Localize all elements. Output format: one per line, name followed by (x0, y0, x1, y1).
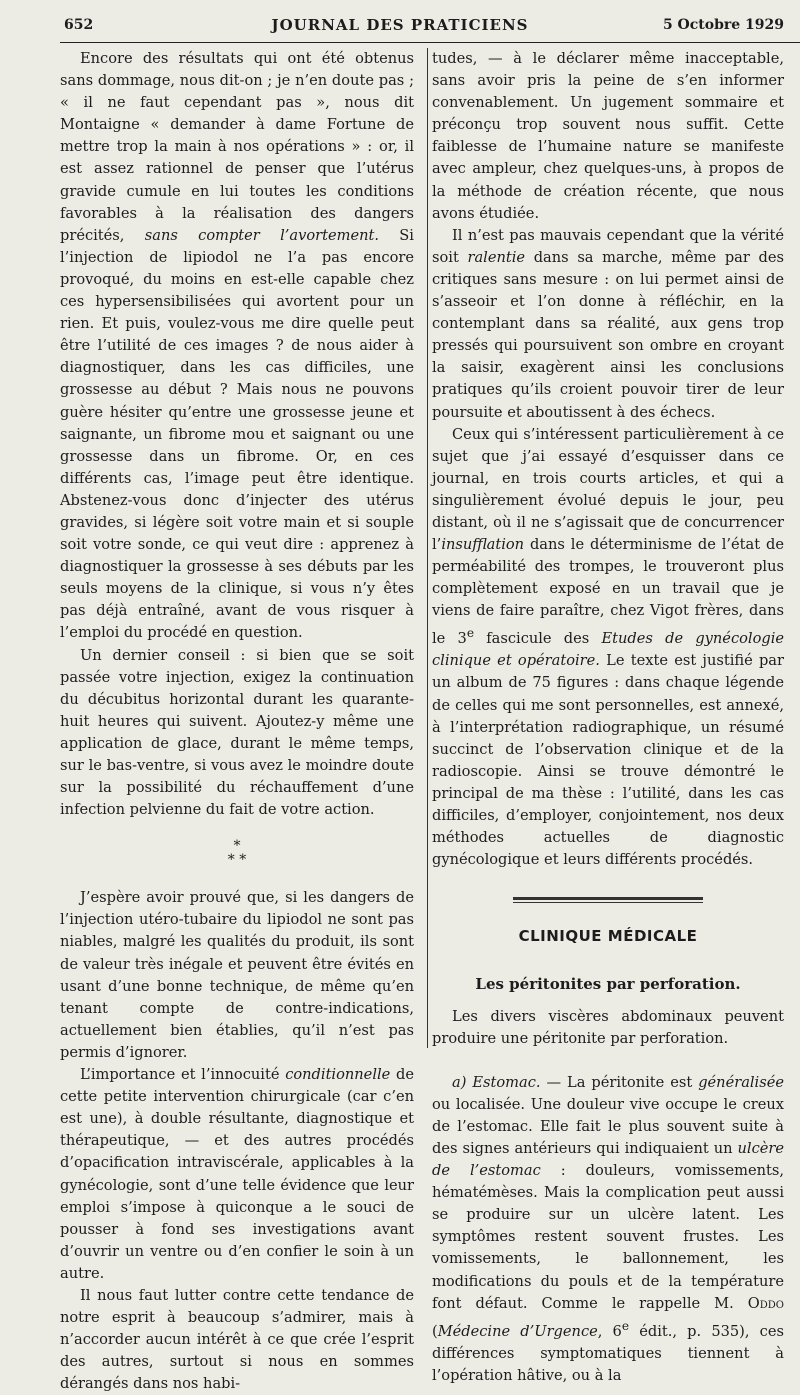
column-divider (427, 48, 428, 1048)
paragraph: Les divers viscères abdominaux peuvent produire une péritonite par perforation. (432, 1007, 784, 1047)
article-title: Les péritonites par perforation. (475, 975, 741, 994)
page-header (0, 0, 800, 44)
section-rule (513, 897, 703, 903)
paragraph: a) Estomac. — La péritonite est généralisée ou localisée. Une douleur vive occupe le creux de l’estomac. Elle fait le plus souvent suite à des signes antérieurs qui indiquaient un ulcère de l’estomac : douleurs, vomissements, hématémèses. Mais la complication peut aussi se produire sur un ulcère latent. Les symptômes restent souvent frustes. Les vomissements, le ballonnement, les modifications du pouls et de la température font défaut. Comme le rappelle M. Oddo (Médecine d’Urgence, 6e édit., p. 535), ces différences symptomatiques tiennent à l’opération hâtive, ou à la (432, 1073, 784, 1384)
paragraph: L’importance et l’innocuité conditionnelle de cette petite intervention chirurgicale (car c’en est une), à double résultante, diagnostique et thérapeutique, — et des autres procédés d’opacification intraviscérale, applicables à la gynécologie, sont d’une telle évidence que leur emploi s’impose à quiconque a le souci de pousser à fond ses investigations avant d’ouvrir un ventre ou d’en confier le soin à un autre. (60, 1066, 415, 1282)
journal-title: JOURNAL DES PRATICIENS (271, 16, 529, 34)
header-rule (60, 42, 800, 43)
left-column (60, 48, 414, 1395)
right-column (432, 48, 784, 1387)
section-separator: * * * (227, 838, 247, 869)
section-title: CLINIQUE MÉDICALE (518, 927, 698, 946)
issue-date: 5 Octobre 1929 (662, 17, 784, 33)
paragraph: Encore des résultats qui ont été obtenus sans dommage, nous dit-on ; je n’en doute pas ; « il ne faut cependant pas », nous dit Montaigne « demander à dame Fortune de mettre trop la main à nos opérations » : or, il est assez rationnel de penser que l’utérus gravide cumule en lui toutes les conditions favorables à la réalisation des dangers précités, sans compter l’avortement. Si l’injection de lipiodol ne l’a pas encore provoqué, du moins en est-elle capable chez ces hypersensibilisées qui avortent pour un rien. Et puis, voulez-vous me dire quelle peut être l’utilité de ces images ? de nous aider à diagnostiquer, dans les cas difficiles, une grossesse au début ? Mais nous ne pouvons guère hésiter qu’entre une grossesse jeune et saignante, un fibrome mou et saignant ou une grossesse dans un fibrome. Or, en ces différents cas, l’image peut être identique. Abstenez-vous donc d’injecter des utérus gravides, si légère soit votre main et si souple soit votre sonde, ce qui veut dire : apprenez à diagnostiquer la grossesse à ses débuts par les seuls moyens de la clinique, si vous n’y êtes pas déjà entraîné, avant de vous risquer à l’emploi du procédé en question. (60, 50, 414, 642)
paragraph: tudes, — à le déclarer même inacceptable, sans avoir pris la peine de s’en informer convenablement. Un jugement sommaire et préconçu trop souvent nous suffit. Cette faiblesse de l’humaine nature se manifeste avec ampleur, chez quelques-uns, à propos de la méthode de création récente, que nous avons étudiée. (432, 50, 784, 222)
paragraph: Il n’est pas mauvais cependant que la vérité soit ralentie dans sa marche, même par des critiques sans mesure : on lui permet ainsi de s’asseoir et l’on donne à réfléchir, en la contemplant dans sa réalité, aux gens trop pressés qui poursuivent son ombre en croyant la saisir, exagèrent ainsi les conclusions pratiques qu’ils croient pouvoir tirer de leur poursuite et aboutissent à des échecs. (432, 226, 784, 421)
paragraph: J’espère avoir prouvé que, si les dangers de l’injection utéro-tubaire du lipiodol ne sont pas niables, malgré les qualités du produit, ils sont de valeur très inégale et peuvent être évités en usant d’une bonne technique, de même qu’en tenant compte de contre-indications, actuellement bien établies, qu’il n’est pas permis d’ignorer. (60, 889, 414, 1061)
paragraph: Il nous faut lutter contre cette tendance de notre esprit à beaucoup s’admirer, mais à n’accorder aucun intérêt à ce que crée l’esprit des autres, surtout si nous en sommes dérangés dans nos habi- (60, 1286, 414, 1393)
page-number: 652 (64, 17, 94, 33)
paragraph: Ceux qui s’intéressent particulièrement à ce sujet que j’ai essayé d’esquisser dans ce journal, en trois courts articles, et qui a singulièrement évolué depuis le jour, peu distant, où il ne s’agissait que de concurrencer l’insufflation dans le déterminisme de l’état de perméabilité des trompes, le trouveront plus complètement exposé en un travail que je viens de faire paraître, chez Vigot frères, dans le 3e fascicule des Etudes de gynécologie clinique et opératoire. Le texte est justifié par un album de 75 figures : dans chaque légende de celles qui me sont personnelles, est annexé, à l’interprétation radiographique, un résumé succinct de l’observation clinique et de la radioscopie. Ainsi se trouve démontré le principal de ma thèse : l’utilité, dans les cas difficiles, d’employer, conjointement, nos deux méthodes actuelles de diagnostic gynécologique et leurs différents procédés. (432, 425, 784, 869)
paragraph: Un dernier conseil : si bien que se soit passée votre injection, exigez la continuation du décubitus horizontal durant les quarante-huit heures qui suivent. Ajoutez-y même une application de glace, durant le même temps, sur le bas-ventre, si vous avez le moindre doute sur la possibilité du réchauffement d’une infection pelvienne du fait de votre action. (60, 646, 414, 819)
